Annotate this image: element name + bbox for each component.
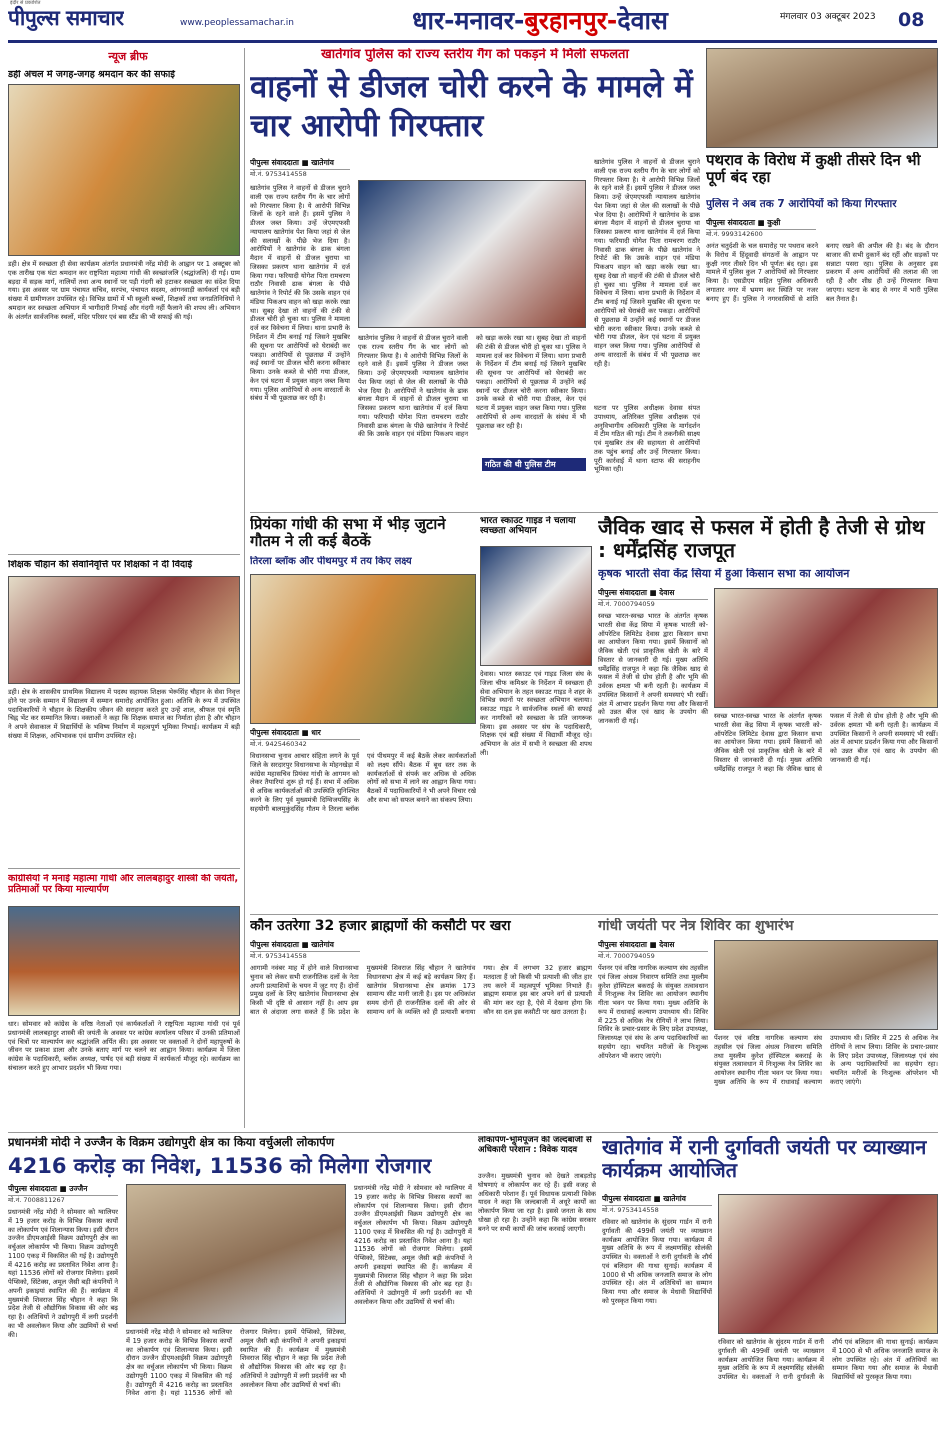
lead-photo	[358, 180, 586, 328]
scout-story	[480, 516, 592, 911]
ujjain-headline: 4216 करोड़ का निवेश, 11536 को मिलेगा रोजगार	[8, 1154, 432, 1178]
brief2-headline: शिक्षक चौहान की सेवानिवृत्ति पर शिक्षकों ने दी विदाई	[8, 560, 193, 570]
priyanka-headline: प्रियंका गांधी की सभा में भीड़ जुटाने गौतम ने ली कई बैठकें	[250, 516, 446, 551]
ujjain-body: प्रधानमंत्री नरेंद्र मोदी ने सोमवार को ग्वालियर में 19 हजार करोड़ के विभिन्न विकास कार्यों का लोकार्पण एवं शिलान्यास किया। इसी दौरान उज्जैन डीएमआईसी विक्रम उद्योगपुरी क्षेत्र का वर्चुअल लोकार्पण भी किया। विक्रम उद्योगपुरी 1100 एकड़ में विकसित की गई है। उद्योगपुरी में 4216 करोड़ का प्रस्तावित निवेश आना है। यहां 11536 लोगों को रोजगार मिलेगा। इसमें पेप्सिको, सिंटेक्स, अमूल जैसी बड़ी कंपनियों ने अपनी इकाइयां स्थापित की हैं। कार्यक्रम में मुख्यमंत्री शिवराज सिंह चौहान ने कहा कि प्रदेश तेजी से औद्योगिक विकास की ओर बढ़ रहा है। अतिथियों ने उद्योगपुरी में लगी प्रदर्शनी का भी अवलोकन किया और उद्यमियों से चर्चा की।	[8, 1208, 118, 1339]
divider	[8, 1132, 938, 1133]
organic-body: स्वच्छ भारत-स्वच्छ भारत के अंतर्गत कृषक भारती सेवा केंद्र सिया में कृषक भारती को-ऑपरेटिव लिमिटेड देवास द्वारा किसान सभा का आयोजन किया गया। इसमें किसानों को जैविक खेती एवं प्राकृतिक खेती के बारे में विस्तार से जानकारी दी गई। मुख्य अतिथि धर्मेंद्रसिंह राजपूत ने कहा कि जैविक खाद से फसल में तेजी से ग्रोथ होती है और भूमि की उर्वरक क्षमता भी बनी रहती है। कार्यक्रम में उपस्थित किसानों ने अपनी समस्याएं भी रखीं। अंत में आभार प्रदर्शन किया गया और किसानों को उन्नत बीज एवं खाद के उपयोग की जानकारी दी गई।	[598, 612, 708, 726]
lead-body-continued: खातेगांव पुलिस ने वाहनों से डीजल चुराने वाली एक राज्य स्तरीय गैंग के चार लोगों को गिरफ्तार किया है। ये आरोपी विभिन्न जिलों के रहने वाले हैं। इसमें पुलिस ने डीजल जब्त किया। उन्हें जेएमएफसी न्यायालय खातेगांव पेश किया जहां से जेल की सलाखों के पीछे भेज दिया है। आरोपियों ने खातेगांव के ढाक बंगला मैदान में वाहनों से डीजल चुराया था जिसका प्रकरण थाना खातेगांव में दर्ज किया गया। फरियादी योगेश पिता रामचरण राठौर निवासी ढाक बंगला के पीछे खातेगांव ने रिपोर्ट की कि उसके वाहन एवं मंडिया पिकअप वाहन को खड़ा करके रखा था। सुबह देखा तो वाहनों की टंकी से डीजल चोरी हो चुका था। पुलिस ने मामला दर्ज कर विवेचना में लिया। थाना प्रभारी के निर्देशन में टीम बनाई गई जिसने मुखबिर की सूचना पर आरोपियों को घेराबंदी कर पकड़ा। आरोपियों से पूछताछ में उन्होंने कई स्थानों पर डीजल चोरी करना स्वीकार किया। उनके कब्जे से चोरी गया डीजल, केन एवं घटना में प्रयुक्त वाहन जब्त किया गया। पुलिस आरोपियों से अन्य वारदातों के संबंध में भी पूछताछ कर रही है।	[358, 334, 586, 439]
organic-headline: जैविक खाद से फसल में होती है तेजी से ग्रोथ : धर्मेंद्रसिंह राजपूत	[598, 516, 925, 562]
organic-mobile: मो.नं. 7000794059	[598, 600, 655, 608]
kukshi-headline: पथराव के विरोध में कुक्षी तीसरे दिन भी पूर्ण बंद रहा	[706, 152, 921, 187]
ujjain-kicker: प्रधानमंत्री मोदी ने उज्जैन के विक्रम उद्योगपुरी क्षेत्र का किया वर्चुअली लोकार्पण	[8, 1136, 335, 1149]
priyanka-subhead: तिरला ब्लॉक और पीथमपुर में तय किए लक्ष्य	[250, 556, 412, 567]
page-title	[300, 4, 780, 37]
kukshi-mobile: मो.नं. 9993142600	[706, 230, 763, 238]
priyanka-body: विधानसभा चुनाव आचार संहिता लगने के पूर्व जिले के सरदारपुर विधानसभा के मोहनखेड़ा में कांग्रेस महासचिव प्रियंका गांधी के आगमन को लेकर तैयारियां शुरू हो गई हैं। सभा में अधिक से अधिक कार्यकर्ताओं की उपस्थिति सुनिश्चित करने के लिए पूर्व मुख्यमंत्री दिग्विजयसिंह के सहयोगी बालमुकुंदसिंह गौतम ने तिरला ब्लॉक एवं पीथमपुर में कई बैठकें लेकर कार्यकर्ताओं को लक्ष्य सौंपे। बैठक में बूथ स्तर तक के कार्यकर्ताओं से संपर्क कर अधिक से अधिक लोगों को सभा में लाने का आह्वान किया गया। बैठकों में पदाधिकारियों ने भी अपने विचार रखे और सभा को सफल बनाने का संकल्प लिया।	[250, 752, 476, 813]
ujjain-story	[8, 1136, 472, 1441]
lead-byline: पीपुल्स संवाददाता ■ खातेगांव	[250, 158, 350, 170]
durgavati-photo	[718, 1194, 938, 1334]
eye-camp-story	[598, 918, 938, 1128]
brahmin-byline: पीपुल्स संवाददाता ■ खातेगांव	[250, 940, 360, 952]
kukshi-byline: पीपुल्स संवाददाता ■ कुक्षी	[706, 218, 816, 230]
organic-byline: पीपुल्स संवाददाता ■ देवास	[598, 588, 708, 600]
eye-camp-photo	[714, 940, 938, 1030]
ujjain-byline: पीपुल्स संवाददाता ■ उज्जैन	[8, 1184, 118, 1196]
scout-photo	[480, 546, 592, 666]
ujjain-body-continued: प्रधानमंत्री नरेंद्र मोदी ने सोमवार को ग्वालियर में 19 हजार करोड़ के विभिन्न विकास कार्यों का लोकार्पण एवं शिलान्यास किया। इसी दौरान उज्जैन डीएमआईसी विक्रम उद्योगपुरी क्षेत्र का वर्चुअल लोकार्पण भी किया। विक्रम उद्योगपुरी 1100 एकड़ में विकसित की गई है। उद्योगपुरी में 4216 करोड़ का प्रस्तावित निवेश आना है। यहां 11536 लोगों को रोजगार मिलेगा। इसमें पेप्सिको, सिंटेक्स, अमूल जैसी बड़ी कंपनियों ने अपनी इकाइयां स्थापित की हैं। कार्यक्रम में मुख्यमंत्री शिवराज सिंह चौहान ने कहा कि प्रदेश तेजी से औद्योगिक विकास की ओर बढ़ रहा है। अतिथियों ने उद्योगपुरी में लगी प्रदर्शनी का भी अवलोकन किया और उद्यमियों से चर्चा की।	[126, 1328, 346, 1398]
divider	[250, 512, 938, 513]
brahmin-story	[250, 918, 592, 1128]
column-divider	[244, 48, 245, 1128]
divider	[8, 554, 240, 555]
ujjain-photo	[126, 1184, 346, 1324]
divider	[250, 914, 938, 915]
scout-headline: भारत स्काउट गाइड ने चलाया स्वच्छता अभियान	[480, 516, 576, 537]
eye-camp-body: पेंशनर एवं वरिष्ठ नागरिक कल्याण संघ तहसील एवं जिला अंधत्व निवारण समिति तथा मुस्लीम कुरेश हॉस्पिटल बकराई के संयुक्त तत्वावधान में निःशुल्क नेत्र शिविर का आयोजन स्थानीय गीता भवन पर किया गया। मुख्य अतिथि के रूप में राधावाई कल्याण उपाध्याय थी। शिविर में 225 से अधिक नेत्र रोगियों ने लाभ लिया। शिविर के प्रचार-प्रसार के लिए प्रदेश उपाध्यक्ष, जिलाध्यक्ष एवं संघ के अन्य पदाधिकारियों का सहयोग रहा। चयनित मरीजों के निःशुल्क ऑपरेशन भी कराए जाएंगे।	[598, 964, 708, 1060]
lokarpan-story	[478, 1136, 596, 1441]
news-brief-column	[8, 48, 240, 1128]
eye-camp-mobile: मो.नं. 7000794059	[598, 952, 655, 960]
scout-body: देवास। भारत स्काउट एवं गाइड जिला संघ के जिला चीफ कमिश्नर के निर्देशन में स्वच्छता ही सेवा अभियान के तहत स्काउट गाइड ने शहर के विभिन्न स्थानों पर स्वच्छता अभियान चलाया। स्काउट गाइड ने सार्वजनिक स्थलों की सफाई कर नागरिकों को स्वच्छता के प्रति जागरूक किया। इस अवसर पर संघ के पदाधिकारी, शिक्षक एवं बड़ी संख्या में विद्यार्थी मौजूद रहे। अभियान के अंत में सभी ने स्वच्छता की शपथ ली।	[480, 670, 592, 757]
kukshi-subhead: पुलिस ने अब तक 7 आरोपियों को किया गिरफ्तार	[706, 198, 897, 210]
durgavati-story	[602, 1136, 938, 1441]
durgavati-headline: खातेगांव में रानी दुर्गावती जयंती पर व्याख्यान कार्यक्रम आयोजित	[602, 1136, 927, 1182]
lead-mobile: मो.नं. 9753414558	[250, 170, 307, 178]
eye-camp-byline: पीपुल्स संवाददाता ■ देवास	[598, 940, 708, 952]
organic-story	[598, 516, 938, 911]
brief1-headline: डही अंचल में जगह-जगह श्रमदान कर की सफाई	[8, 70, 175, 80]
durgavati-byline: पीपुल्स संवाददाता ■ खातेगांव	[602, 1194, 712, 1206]
lead-kicker: खातेगांव पुलिस को राज्य स्तरीय गैंग को पकड़ने में मिली सफलता	[321, 48, 629, 62]
ujjain-body-right: प्रधानमंत्री नरेंद्र मोदी ने सोमवार को ग्वालियर में 19 हजार करोड़ के विभिन्न विकास कार्यों का लोकार्पण एवं शिलान्यास किया। इसी दौरान उज्जैन डीएमआईसी विक्रम उद्योगपुरी क्षेत्र का वर्चुअल लोकार्पण भी किया। विक्रम उद्योगपुरी 1100 एकड़ में विकसित की गई है। उद्योगपुरी में 4216 करोड़ का प्रस्तावित निवेश आना है। यहां 11536 लोगों को रोजगार मिलेगा। इसमें पेप्सिको, सिंटेक्स, अमूल जैसी बड़ी कंपनियों ने अपनी इकाइयां स्थापित की हैं। कार्यक्रम में मुख्यमंत्री शिवराज सिंह चौहान ने कहा कि प्रदेश तेजी से औद्योगिक विकास की ओर बढ़ रहा है। अतिथियों ने उद्योगपुरी में लगी प्रदर्शनी का भी अवलोकन किया और उद्यमियों से चर्चा की।	[354, 1184, 472, 1306]
durgavati-mobile: मो.नं. 9753414558	[602, 1206, 659, 1214]
lead-body-right: खातेगांव पुलिस ने वाहनों से डीजल चुराने वाली एक राज्य स्तरीय गैंग के चार लोगों को गिरफ्तार किया है। ये आरोपी विभिन्न जिलों के रहने वाले हैं। इसमें पुलिस ने डीजल जब्त किया। उन्हें जेएमएफसी न्यायालय खातेगांव पेश किया जहां से जेल की सलाखों के पीछे भेज दिया है। आरोपियों ने खातेगांव के ढाक बंगला मैदान में वाहनों से डीजल चुराया था जिसका प्रकरण थाना खातेगांव में दर्ज किया गया। फरियादी योगेश पिता रामचरण राठौर निवासी ढाक बंगला के पीछे खातेगांव ने रिपोर्ट की कि उसके वाहन एवं मंडिया पिकअप वाहन को खड़ा करके रखा था। सुबह देखा तो वाहनों की टंकी से डीजल चोरी हो चुका था। पुलिस ने मामला दर्ज कर विवेचना में लिया। थाना प्रभारी के निर्देशन में टीम बनाई गई जिसने मुखबिर की सूचना पर आरोपियों को घेराबंदी कर पकड़ा। आरोपियों से पूछताछ में उन्होंने कई स्थानों पर डीजल चोरी करना स्वीकार किया। उनके कब्जे से चोरी गया डीजल, केन एवं घटना में प्रयुक्त वाहन जब्त किया गया। पुलिस आरोपियों से अन्य वारदातों के संबंध में भी पूछताछ कर रही है।	[594, 158, 700, 368]
priyanka-mobile: मो.नं. 9425460342	[250, 740, 307, 748]
lead-subhead: गठित की थी पुलिस टीम	[482, 458, 586, 471]
lead-body: खातेगांव पुलिस ने वाहनों से डीजल चुराने वाली एक राज्य स्तरीय गैंग के चार लोगों को गिरफ्तार किया है। ये आरोपी विभिन्न जिलों के रहने वाले हैं। इसमें पुलिस ने डीजल जब्त किया। उन्हें जेएमएफसी न्यायालय खातेगांव पेश किया जहां से जेल की सलाखों के पीछे भेज दिया है। आरोपियों ने खातेगांव के ढाक बंगला मैदान में वाहनों से डीजल चुराया था जिसका प्रकरण थाना खातेगांव में दर्ज किया गया। फरियादी योगेश पिता रामचरण राठौर निवासी ढाक बंगला के पीछे खातेगांव ने रिपोर्ट की कि उसके वाहन एवं मंडिया पिकअप वाहन को खड़ा करके रखा था। सुबह देखा तो वाहनों की टंकी से डीजल चोरी हो चुका था। पुलिस ने मामला दर्ज कर विवेचना में लिया। थाना प्रभारी के निर्देशन में टीम बनाई गई जिसने मुखबिर की सूचना पर आरोपियों को घेराबंदी कर पकड़ा। आरोपियों से पूछताछ में उन्होंने कई स्थानों पर डीजल चोरी करना स्वीकार किया। उनके कब्जे से चोरी गया डीजल, केन एवं घटना में प्रयुक्त वाहन जब्त किया गया। पुलिस आरोपियों से अन्य वारदातों के संबंध में भी पूछताछ कर रही है।	[250, 184, 350, 403]
durgavati-body: रविवार को खातेगांव के सुंदरम गार्डन में रानी दुर्गावती की 499वीं जयंती पर व्याख्यान कार्यक्रम आयोजित किया गया। कार्यक्रम में मुख्य अतिथि के रूप में लक्ष्मणसिंह सोलंकी उपस्थित थे। वक्ताओं ने रानी दुर्गावती के शौर्य एवं बलिदान की गाथा सुनाई। कार्यक्रम में 1000 से भी अधिक जनजाति समाज के लोग उपस्थित रहे। अंत में अतिथियों का सम्मान किया गया और समाज के मेधावी विद्यार्थियों को पुरस्कृत किया गया।	[602, 1218, 712, 1305]
lead-headline: वाहनों से डीजल चोरी करने के मामले में चार आरोपी गिरफ्तार	[250, 69, 693, 144]
region-part-a: धार-मनावर-	[412, 6, 525, 35]
brief2-photo	[8, 576, 240, 684]
organic-photo	[714, 588, 938, 708]
brahmin-mobile: मो.नं. 9753414558	[250, 952, 307, 960]
organic-body-continued: स्वच्छ भारत-स्वच्छ भारत के अंतर्गत कृषक भारती सेवा केंद्र सिया में कृषक भारती को-ऑपरेटिव लिमिटेड देवास द्वारा किसान सभा का आयोजन किया गया। इसमें किसानों को जैविक खेती एवं प्राकृतिक खेती के बारे में विस्तार से जानकारी दी गई। मुख्य अतिथि धर्मेंद्रसिंह राजपूत ने कहा कि जैविक खाद से फसल में तेजी से ग्रोथ होती है और भूमि की उर्वरक क्षमता भी बनी रहती है। कार्यक्रम में उपस्थित किसानों ने अपनी समस्याएं भी रखीं। अंत में आभार प्रदर्शन किया गया और किसानों को उन्नत बीज एवं खाद के उपयोग की जानकारी दी गई।	[714, 712, 938, 773]
region-part-c: देवास	[617, 6, 668, 35]
news-brief-label: न्यूज ब्रीफ	[78, 48, 178, 66]
kukshi-photo	[706, 48, 938, 148]
priyanka-byline: पीपुल्स संवाददाता ■ धार	[250, 728, 360, 740]
header-rule	[8, 40, 937, 43]
lokarpan-body: उज्जैन। मुख्यमंत्री चुनाव को देखते ताबड़तोड़ घोषणाएं व लोकार्पण कर रहे हैं। इसी वजह से अधिकारी परेशान हैं। पूर्व विधायक प्रत्याशी विवेक यादव ने कहा कि जल्दबाजी में अधूरे कार्यों का लोकार्पण किया जा रहा है। इससे जनता के साथ धोखा हो रहा है। उन्होंने कहा कि कांग्रेस सरकार बनने पर सभी कार्यों की जांच करवाई जाएगी।	[478, 1172, 596, 1233]
masthead	[0, 0, 945, 42]
priyanka-photo	[250, 574, 476, 724]
brief3-headline: कांग्रेसियों ने मनाई महात्मा गांधी और लालबहादुर शास्त्री की जयंती, प्रतिमाओं पर किया माल्यार्पण	[8, 874, 239, 895]
lokarpan-headline: लोकार्पण-भूमिपूजन की जल्दबाजी से अधिकारी परेशान : विवेक यादव	[478, 1136, 592, 1155]
newspaper-logo: पीपुल्स समाचार	[8, 5, 124, 30]
brief2-body: डही। क्षेत्र के शासकीय प्राथमिक विद्यालय में पदस्थ सहायक शिक्षक भेरूसिंह चौहान के सेवा निवृत्त होने पर उनके सम्मान में विद्यालय में सम्मान समारोह आयोजित हुआ। अतिथि के रूप में उपस्थित पदाधिकारियों ने चौहान के शिक्षकीय जीवन की सराहना करते हुए उन्हें शाल, श्रीफल एवं स्मृति चिह्न भेंट कर सम्मानित किया। वक्ताओं ने कहा कि शिक्षक समाज का निर्माता होता है और चौहान ने अपने सेवाकाल में विद्यार्थियों के भविष्य निर्माण में महत्वपूर्ण भूमिका निभाई। कार्यक्रम में बड़ी संख्या में शिक्षक, अभिभावक एवं ग्रामीण उपस्थित रहे।	[8, 688, 240, 740]
brief3-photo	[8, 906, 240, 1016]
priyanka-story	[250, 516, 476, 911]
eye-camp-headline: गांधी जयंती पर नेत्र शिविर का शुभारंभ	[598, 918, 794, 934]
page-number: 08	[898, 9, 925, 31]
region-part-b: बुरहानपुर-	[524, 6, 618, 35]
brahmin-headline: कौन उतरेगा 32 हजार ब्राह्मणों की कसौटी पर खरा	[250, 918, 511, 934]
brahmin-body: आगामी नवंबर माह में होने वाले विधानसभा चुनाव को लेकर सभी राजनीतिक दलों के नेता अपनी प्रत्याशियों के चयन में जुट गए हैं। दोनों प्रमुख दलों के लिए खातेगांव विधानसभा क्षेत्र किसी भी दृष्टि से आसान नहीं है। आप इस बात से अंदाजा लगा सकते हैं कि प्रदेश के मुख्यमंत्री शिवराज सिंह चौहान ने खातेगांव विधानसभा क्षेत्र में कई बड़े कार्यक्रम किए हैं। खातेगांव विधानसभा क्षेत्र क्रमांक 173 सामान्य सीट मानी जाती है। इस पर अधिकांश समय दोनों ही राजनीतिक दलों की ओर से सामान्य वर्ग के व्यक्ति को ही प्रत्याशी बनाया गया। क्षेत्र में लगभग 32 हजार ब्राह्मण मतदाता हैं जो किसी भी प्रत्याशी की जीत हार तय करने में महत्वपूर्ण भूमिका निभाते हैं। ब्राह्मण समाज इस बार अपने वर्ग से प्रत्याशी की मांग कर रहा है, ऐसे में देखना होगा कि कौन सा दल इस कसौटी पर खरा उतरता है।	[250, 964, 592, 1016]
ujjain-mobile: मो.नं. 7008811267	[8, 1196, 65, 1204]
issue-date: मंगलवार 03 अक्टूबर 2023	[780, 12, 876, 22]
eye-camp-body-continued: पेंशनर एवं वरिष्ठ नागरिक कल्याण संघ तहसील एवं जिला अंधत्व निवारण समिति तथा मुस्लीम कुरेश हॉस्पिटल बकराई के संयुक्त तत्वावधान में निःशुल्क नेत्र शिविर का आयोजन स्थानीय गीता भवन पर किया गया। मुख्य अतिथि के रूप में राधावाई कल्याण उपाध्याय थी। शिविर में 225 से अधिक नेत्र रोगियों ने लाभ लिया। शिविर के प्रचार-प्रसार के लिए प्रदेश उपाध्यक्ष, जिलाध्यक्ष एवं संघ के अन्य पदाधिकारियों का सहयोग रहा। चयनित मरीजों के निःशुल्क ऑपरेशन भी कराए जाएंगे।	[714, 1034, 938, 1086]
lead-sub-body: घटना पर पुलिस अधीक्षक देवास संपत उपाध्याय, अतिरिक्त पुलिस अधीक्षक एवं अनुविभागीय अधिकारी पुलिस के मार्गदर्शन में टीम गठित की गई। टीम ने तकनीकी साक्ष्य एवं मुखबिर तंत्र की सहायता से आरोपियों तक पहुंच बनाई और उन्हें गिरफ्तार किया। पूरी कार्रवाई में थाना स्टाफ की सराहनीय भूमिका रही।	[594, 404, 700, 474]
logo-tagline: इंदौर से प्रकाशित	[10, 0, 41, 6]
brief3-body: धार। सोमवार को कांग्रेस के वरिष्ठ नेताओं एवं कार्यकर्ताओं ने राष्ट्रपिता महात्मा गांधी एवं पूर्व प्रधानमंत्री लालबहादुर शास्त्री की जयंती के अवसर पर कांग्रेस कार्यालय परिसर में उनकी प्रतिमाओं एवं चित्रों पर माल्यार्पण कर श्रद्धांजलि अर्पित की। इस अवसर पर वक्ताओं ने दोनों महापुरुषों के जीवन पर प्रकाश डाला और उनके बताए मार्ग पर चलने का आह्वान किया। कार्यक्रम में जिला कांग्रेस के पदाधिकारी, ब्लॉक अध्यक्ष, पार्षद एवं बड़ी संख्या में कार्यकर्ता मौजूद रहे। कार्यक्रम का संचालन करते हुए आभार प्रदर्शन भी किया गया।	[8, 1020, 240, 1072]
kukshi-story	[706, 48, 938, 508]
kukshi-body: अनंत चतुर्दशी के चल समारोह पर पथराव करने के विरोध में हिंदूवादी संगठनों के आह्वान पर कुक्षी नगर तीसरे दिन भी पूर्णतः बंद रहा। इस मामले में पुलिस कुल 7 आरोपियों को गिरफ्तार किया है। एसडीएम सहित पुलिस अधिकारी लगातार नगर में भ्रमण कर स्थिति पर नजर बनाए हुए हैं। पुलिस ने नगरवासियों से शांति बनाए रखने की अपील की है। बंद के दौरान बाजार की सभी दुकानें बंद रहीं और सड़कों पर सन्नाटा पसरा रहा। पुलिस के अनुसार इस प्रकरण में अन्य आरोपियों की तलाश की जा रही है और शीघ्र ही उन्हें गिरफ्तार किया जाएगा। घटना के बाद से नगर में भारी पुलिस बल तैनात है।	[706, 242, 938, 303]
website-url[interactable]: www.peoplessamachar.in	[180, 18, 294, 28]
brief1-body: डही। क्षेत्र में स्वच्छता ही सेवा कार्यक्रम अंतर्गत प्रधानमंत्री नरेंद्र मोदी के आह्वान पर 1 अक्टूबर को एक तारीख एक घंटा श्रमदान कर राष्ट्रपिता महात्मा गांधी की स्वच्छांजलि (श्रद्धांजलि) दी गई। ग्राम बड़दा में सड़क मार्ग, नालियों तथा अन्य स्थानों पर पड़ी गंदगी को हटाकर स्वच्छता का संदेश दिया गया। इस अवसर पर ग्राम पंचायत सचिव, सरपंच, पंचायत सदस्य, आंगनवाड़ी कार्यकर्ता एवं बड़ी संख्या में ग्रामीणजन उपस्थित रहे। विभिन्न ग्रामों में भी स्कूली बच्चों, शिक्षकों तथा जनप्रतिनिधियों ने श्रमदान कर स्वच्छता अभियान में भागीदारी निभाई और गंदगी नहीं फैलाने की शपथ ली। अभियान के अंतर्गत सार्वजनिक स्थलों, मंदिर परिसर एवं बस स्टैंड की भी सफाई की गई।	[8, 260, 240, 321]
divider	[8, 868, 240, 869]
durgavati-body-continued: रविवार को खातेगांव के सुंदरम गार्डन में रानी दुर्गावती की 499वीं जयंती पर व्याख्यान कार्यक्रम आयोजित किया गया। कार्यक्रम में मुख्य अतिथि के रूप में लक्ष्मणसिंह सोलंकी उपस्थित थे। वक्ताओं ने रानी दुर्गावती के शौर्य एवं बलिदान की गाथा सुनाई। कार्यक्रम में 1000 से भी अधिक जनजाति समाज के लोग उपस्थित रहे। अंत में अतिथियों का सम्मान किया गया और समाज के मेधावी विद्यार्थियों को पुरस्कृत किया गया।	[718, 1338, 938, 1382]
lead-story	[250, 48, 700, 508]
organic-subhead: कृषक भारती सेवा केंद्र सिया में हुआ किसान सभा का आयोजन	[598, 568, 850, 580]
brief1-photo	[8, 84, 240, 256]
